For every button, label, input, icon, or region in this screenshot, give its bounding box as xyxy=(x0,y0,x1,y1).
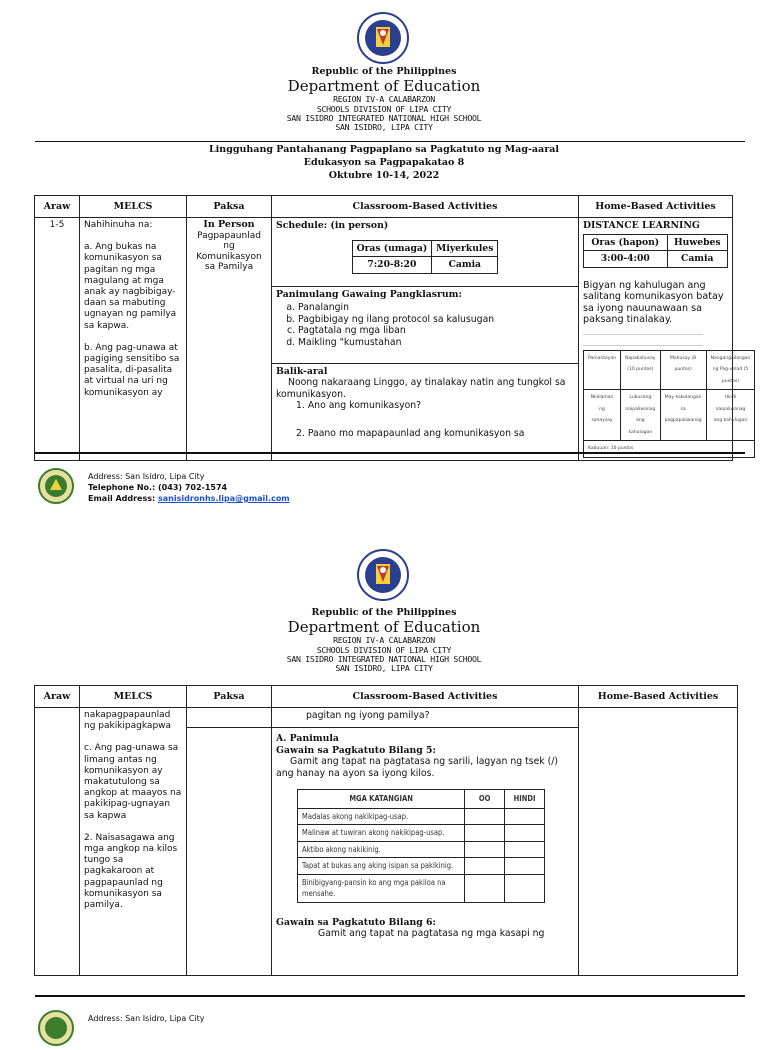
rubric-cell-3: Hindi naipaliwanag ang kahulugan xyxy=(706,390,755,441)
header-divider xyxy=(35,141,745,142)
list-item: d. Maikling "kumustahan xyxy=(298,337,574,349)
col-classroom: Classroom-Based Activities xyxy=(272,686,579,708)
hindi-checkbox[interactable] xyxy=(505,858,545,875)
school-text: SAN ISIDRO INTEGRATED NATIONAL HIGH SCHOOL xyxy=(286,654,482,665)
melcs-intro: Nahihinuha na: xyxy=(84,220,153,230)
school-logo xyxy=(38,468,74,504)
balik-q1: 1. Ano ang komunikasyon? xyxy=(296,400,422,412)
rubric-head-3: Nangangailangan ng Pag-unlad (5 puntos) xyxy=(706,350,755,390)
letterhead xyxy=(0,67,768,133)
region-text: REGION IV-A CALABARZON xyxy=(333,635,435,646)
list-item: c. Pagtatala ng mga liban xyxy=(298,325,574,337)
col-paksa: Paksa xyxy=(187,686,272,708)
department-text: Department of Education xyxy=(287,617,481,636)
balik-aral-cell xyxy=(272,363,579,460)
schedule-time: 7:20-8:20 xyxy=(352,257,432,274)
paksa-cell-page2 xyxy=(187,708,272,728)
rubric-head-1: Napakahusay (10 puntos) xyxy=(621,350,661,390)
footer-address: Address: San Isidro, Lipa City xyxy=(88,1014,205,1023)
balik-q2: 2. Paano mo mapapaunlad ang komunikasyon sa xyxy=(296,427,525,439)
tsek-table xyxy=(297,789,545,903)
gawain5-label: Gawain sa Pagkatuto Bilang 5: xyxy=(276,744,436,756)
doc-title-line1: Lingguhang Pantahanang Pagpaplano sa Pagkatuto ng Mag-aaral xyxy=(209,144,559,155)
panimulang-list xyxy=(276,302,574,348)
table-row: Malinaw at tuwiran akong nakikipag-usap. xyxy=(298,825,465,842)
footer-email-label: Email Address: xyxy=(88,494,156,503)
gawain5-text: Gamit ang tapat na pagtatasa ng sarili, lagyan ng tsek (/) ang hanay na ayon sa iyong kilos. xyxy=(276,756,559,779)
balik-label: Balik-aral xyxy=(276,365,328,377)
home-cell xyxy=(579,218,751,461)
gawain6-label: Gawain sa Pagkatuto Bilang 6: xyxy=(276,916,436,928)
footer-telephone: Telephone No.: (043) 702-1574 xyxy=(88,483,228,492)
table-row: Tapat at bukas ang aking isipan sa pakikinig. xyxy=(298,858,465,875)
rubric-head-0: Pamantayan xyxy=(584,350,621,390)
continuation-cell: pagitan ng iyong pamilya? xyxy=(272,708,579,728)
balik-text: Noong nakaraang Linggo, ay tinalakay natin ang tungkol sa komunikasyon. xyxy=(276,377,566,400)
plan-table-page1 xyxy=(34,195,751,461)
melcs-2: 2. Naisasagawa ang mga angkop na kilos tungo sa pagkakaroon at pagpapaunlad ng komunikasyon sa pamilya. xyxy=(84,832,178,911)
deped-seal xyxy=(357,12,409,64)
melcs-c: c. Ang pag-unawa sa limang antas ng komunikasyon ay makatutulong sa angkop at maayos na pakikipag-ugnayan sa kapwa xyxy=(84,743,182,821)
footer-contact xyxy=(88,471,290,504)
oo-checkbox[interactable] xyxy=(465,808,505,825)
home-instruction: Bigyan ng kahulugan ang salitang komunikasyon batay sa iyong nauunawaan sa paksang tinalakay. xyxy=(583,279,724,325)
home-section: Camia xyxy=(667,251,727,268)
hindi-checkbox[interactable] xyxy=(505,841,545,858)
page1-bottom-rule xyxy=(35,452,745,454)
col-araw: Araw xyxy=(35,196,80,218)
schedule-label: Schedule: (in person) xyxy=(276,220,389,231)
col-classroom: Classroom-Based Activities xyxy=(272,196,579,218)
hindi-checkbox[interactable] xyxy=(505,825,545,842)
panimula-label: A. Panimula xyxy=(276,733,339,744)
doc-title xyxy=(0,143,768,182)
home-label: DISTANCE LEARNING xyxy=(583,220,700,231)
letterhead-page2 xyxy=(0,608,768,674)
footer-address: Address: San Isidro, Lipa City xyxy=(88,472,205,481)
rubric-lines xyxy=(583,334,703,346)
home-head-day: Huwebes xyxy=(667,234,727,251)
melcs-cell xyxy=(80,218,187,461)
footer-contact-page2 xyxy=(88,1013,205,1024)
hindi-checkbox[interactable] xyxy=(505,808,545,825)
paksa-cell xyxy=(187,218,272,461)
rubric-cell-2: May kakulangan sa pagpapaliwanag xyxy=(660,390,706,441)
tsek-head-katangian: MGA KATANGIAN xyxy=(298,790,465,809)
schedule-cell xyxy=(272,218,579,287)
panimulang-cell xyxy=(272,286,579,363)
list-item: b. Pagbibigay ng ilang protocol sa kalusugan xyxy=(298,314,574,326)
home-head-oras: Oras (hapon) xyxy=(584,234,668,251)
republic-text: Republic of the Philippines xyxy=(311,607,457,618)
home-time: 3:00-4:00 xyxy=(584,251,668,268)
paksa-topic: Pagpapaunlad ng Komunikasyon sa Pamilya xyxy=(196,230,262,272)
schedule-section: Camia xyxy=(432,257,498,274)
plan-table-page2 xyxy=(34,685,738,976)
tsek-head-hindi: HINDI xyxy=(505,790,545,809)
rubric-head-2: Mahusay (8 puntos) xyxy=(660,350,706,390)
col-araw: Araw xyxy=(35,686,80,708)
melcs-cont: nakapagpapaunlad ng pakikipagkapwa xyxy=(84,710,172,732)
table-row: Binibigyang-pansin ko ang mga pakiloa na mensahe. xyxy=(298,874,465,902)
division-text: SCHOOLS DIVISION OF LIPA CITY xyxy=(316,644,452,655)
araw-cell: 1-5 xyxy=(35,218,80,461)
table-header-row xyxy=(35,196,733,218)
col-home: Home-Based Activities xyxy=(579,686,738,708)
doc-title-line2: Edukasyon sa Pagpapakatao 8 xyxy=(303,157,465,168)
panimula-cell xyxy=(272,728,579,976)
col-melcs: MELCS xyxy=(80,686,187,708)
col-melcs: MELCS xyxy=(80,196,187,218)
list-item: a. Panalangin xyxy=(298,302,574,314)
table-row: Aktibo akong nakikinig. xyxy=(298,841,465,858)
republic-text: Republic of the Philippines xyxy=(311,66,457,77)
schedule-head-oras: Oras (umaga) xyxy=(352,240,432,257)
araw-cell-page2 xyxy=(35,708,80,976)
melcs-cell-page2 xyxy=(80,708,187,976)
rubric-total: Kabuuan: 10 puntos xyxy=(584,441,755,458)
school-text: SAN ISIDRO INTEGRATED NATIONAL HIGH SCHOOL xyxy=(286,113,482,124)
paksa-mode: In Person xyxy=(203,219,255,230)
schedule-head-day: Miyerkules xyxy=(432,240,498,257)
gawain6-text: Gamit ang tapat na pagtatasa ng mga kasapi ng xyxy=(318,928,545,939)
doc-title-line3: Oktubre 10-14, 2022 xyxy=(328,170,440,181)
oo-checkbox[interactable] xyxy=(465,874,505,902)
col-home: Home-Based Activities xyxy=(579,196,733,218)
oo-checkbox[interactable] xyxy=(465,825,505,842)
rubric-table xyxy=(583,350,755,458)
page2-bottom-rule xyxy=(35,995,745,997)
oo-checkbox[interactable] xyxy=(465,858,505,875)
rubric-cell-1: Lubusang naipaliwanag ang kahulugan xyxy=(621,390,661,441)
table-header-row xyxy=(35,686,738,708)
hindi-checkbox[interactable] xyxy=(505,874,545,902)
schedule-table xyxy=(352,240,499,274)
tsek-head-oo: OO xyxy=(465,790,505,809)
school-logo-page2 xyxy=(38,1010,74,1046)
home-cell-page2 xyxy=(579,708,738,976)
oo-checkbox[interactable] xyxy=(465,841,505,858)
panimulang-label: Panimulang Gawaing Pangklasrum: xyxy=(276,288,462,300)
col-paksa: Paksa xyxy=(187,196,272,218)
rubric-row-label: Nilalaman ng sanaysay xyxy=(584,390,621,441)
footer-email-link[interactable]: sanisidronhs.lipa@gmail.com xyxy=(158,494,290,503)
melcs-b: b. Ang pag-unawa at pagiging sensitibo sa pasalita, di-pasalita at virtual na uri ng komunikasyon ay xyxy=(84,342,180,398)
table-row: Madalas akong nakikipag-usap. xyxy=(298,808,465,825)
region-text: REGION IV-A CALABARZON xyxy=(333,94,435,105)
division-text: SCHOOLS DIVISION OF LIPA CITY xyxy=(316,103,452,114)
address-text: SAN ISIDRO, LIPA CITY xyxy=(335,122,433,133)
department-text: Department of Education xyxy=(287,76,481,95)
melcs-a: a. Ang bukas na komunikasyon sa pagitan ng mga magulang at mga anak ay nagbibigay-daan sa mabuting ugnayan ng pamilya sa kapwa. xyxy=(84,242,177,331)
paksa-empty-cell xyxy=(187,728,272,976)
address-text: SAN ISIDRO, LIPA CITY xyxy=(335,663,433,674)
deped-seal-page2 xyxy=(357,549,409,601)
home-schedule-table xyxy=(583,234,728,268)
